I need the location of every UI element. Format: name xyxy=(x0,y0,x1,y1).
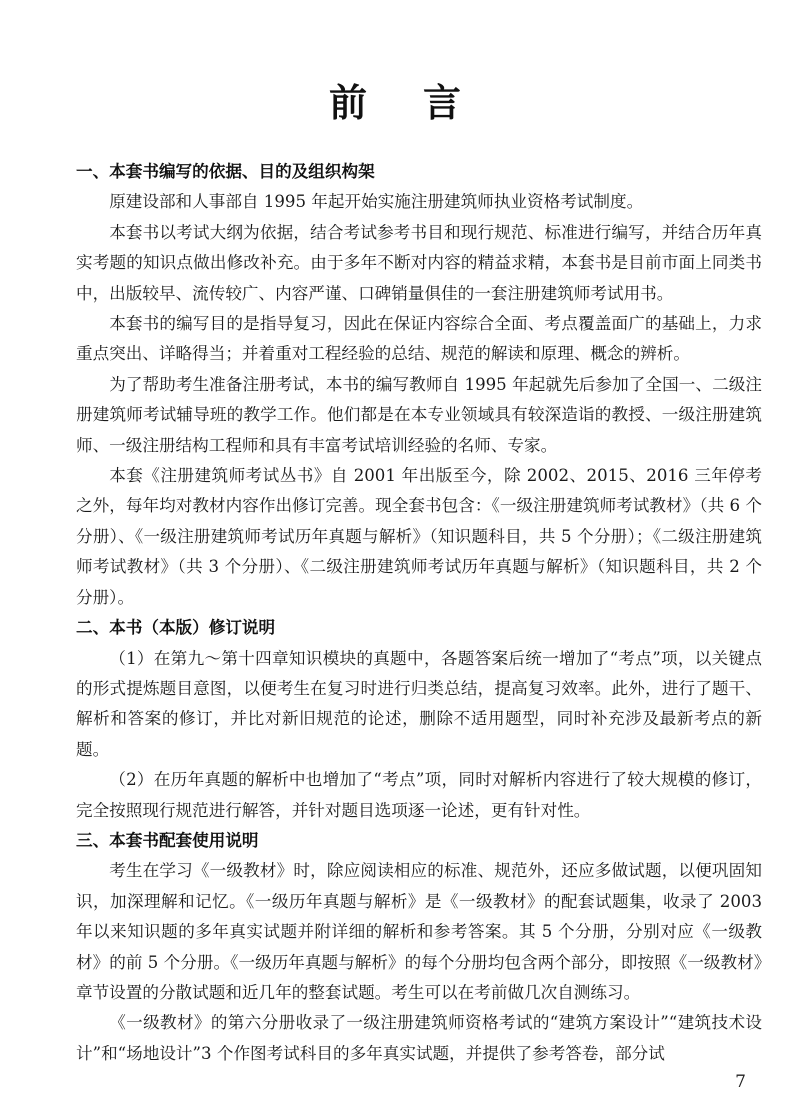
section-heading-3: 三、本套书配套使用说明 xyxy=(76,830,259,850)
paragraph: 原建设部和人事部自 1995 年起开始实施注册建筑师执业资格考试制度。 xyxy=(109,192,644,212)
paragraph: （2）在历年真题的解析中也增加了“考点”项，同时对解析内容进行了较大规模的修订，完全按照现行规范进行解答，并针对题目选项逐一论述，更有针对性。 xyxy=(76,770,762,820)
section-heading-2: 二、本书（本版）修订说明 xyxy=(76,618,276,638)
document-body xyxy=(76,157,762,1069)
paragraph: 本套书以考试大纲为依据，结合考试参考书目和现行规范、标准进行编写，并结合历年真实考题的知识点做出修改补充。由于多年不断对内容的精益求精，本套书是目前市面上同类书中，出版较早、流传较广、内容严谨、口碑销量俱佳的一套注册建筑师考试用书。 xyxy=(76,222,762,303)
paragraph: 本套《注册建筑师考试丛书》自 2001 年出版至今，除 2002、2015、2016 三年停考之外，每年均对教材内容作出修订完善。现全套书包含：《一级注册建筑师考试教材》（共 6 个分册）、《一级注册建筑师考试历年真题与解析》（知识题科目，共 5 个分册）；《二级注册建筑师考试教材》（共 3 个分册）、《二级注册建筑师考试历年真题与解析》（知识题科目，共 2 个分册）。 xyxy=(76,466,762,607)
paragraph: 本套书的编写目的是指导复习，因此在保证内容综合全面、考点覆盖面广的基础上，力求重点突出、详略得当；并着重对工程经验的总结、规范的解读和原理、概念的辨析。 xyxy=(76,314,762,364)
paragraph: 为了帮助考生准备注册考试，本书的编写教师自 1995 年起就先后参加了全国一、二级注册建筑师考试辅导班的教学工作。他们都是在本专业领域具有较深造诣的教授、一级注册建筑师、一级注册结构工程师和具有丰富考试培训经验的名师、专家。 xyxy=(76,374,762,455)
page-number: 7 xyxy=(735,1072,746,1092)
section-heading-1: 一、本套书编写的依据、目的及组织构架 xyxy=(76,162,375,181)
paragraph: 《一级教材》的第六分册收录了一级注册建筑师资格考试的“建筑方案设计”“建筑技术设计”和“场地设计”3 个作图考试科目的多年真实试题，并提供了参考答卷，部分试 xyxy=(76,1013,762,1063)
page-title: 前言 xyxy=(328,81,517,125)
paragraph: 考生在学习《一级教材》时，除应阅读相应的标准、规范外，还应多做试题，以便巩固知识，加深理解和记忆。《一级历年真题与解析》是《一级教材》的配套试题集，收录了 2003 年以来知识题的多年真实试题并附详细的解析和参考答案。其 5 个分册，分别对应《一级教材》的前 5 个分册。《一级历年真题与解析》的每个分册均包含两个部分，即按照《一级教材》章节设置的分散试题和近几年的整套试题。考生可以在考前做几次自测练习。 xyxy=(76,861,762,1002)
paragraph: （1）在第九～第十四章知识模块的真题中，各题答案后统一增加了“考点”项，以关键点的形式提炼题目意图，以便考生在复习时进行归类总结，提高复习效率。此外，进行了题干、解析和答案的修订，并比对新旧规范的论述，删除不适用题型，同时补充涉及最新考点的新题。 xyxy=(76,648,762,759)
